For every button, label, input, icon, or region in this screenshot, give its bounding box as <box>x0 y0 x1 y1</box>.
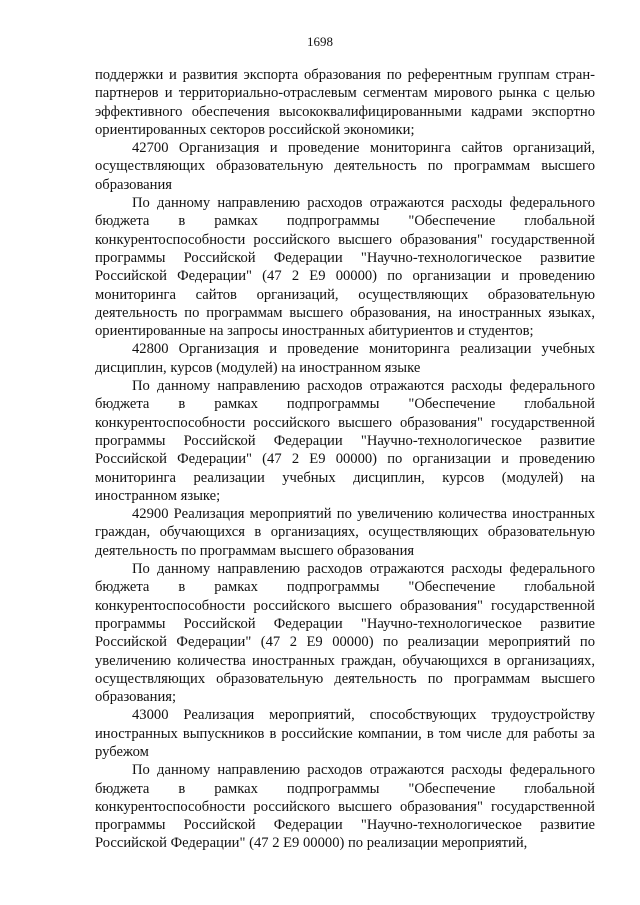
paragraph-d42900: По данному направлению расходов отражаются расходы федерального бюджета в рамках подпрограммы "Обеспечение глобальной конкурентоспособности российского высшего образования" государственной программы Российской Федерации "Научно-технологическое развитие Российской Федерации" (47 2 Е9 00000) по реализации мероприятий по увеличению количества иностранных граждан, обучающихся в организациях, осуществляющих образовательную деятельность по программам высшего образования; <box>95 561 595 706</box>
paragraph-cont: поддержки и развития экспорта образования по референтным группам стран-партнеров и территориально-отраслевым сегментам мирового рынка с целью эффективного обеспечения высококвалифицированными кадрами экспортно ориентированных секторов российской экономики; <box>95 67 595 138</box>
paragraph-h42700: 42700 Организация и проведение мониторинга сайтов организаций, осуществляющих образовательную деятельность по программам высшего образования <box>95 140 595 193</box>
paragraph-d43000: По данному направлению расходов отражаются расходы федерального бюджета в рамках подпрограммы "Обеспечение глобальной конкурентоспособности российского высшего образования" государственной программы Российской Федерации "Научно-технологическое развитие Российской Федерации" (47 2 Е9 00000) по реализации мероприятий, <box>95 762 595 852</box>
page-number: 1698 <box>307 34 333 49</box>
document-body <box>95 66 595 853</box>
paragraph-h42800: 42800 Организация и проведение мониторинга реализации учебных дисциплин, курсов (модулей) на иностранном языке <box>95 341 595 376</box>
paragraph-d42700: По данному направлению расходов отражаются расходы федерального бюджета в рамках подпрограммы "Обеспечение глобальной конкурентоспособности российского высшего образования" государственной программы Российской Федерации "Научно-технологическое развитие Российской Федерации" (47 2 Е9 00000) по организации и проведению мониторинга сайтов организаций, осуществляющих образовательную деятельность по программам высшего образования, на иностранных языках, ориентированные на запросы иностранных абитуриентов и студентов; <box>95 195 595 340</box>
paragraph-d42800: По данному направлению расходов отражаются расходы федерального бюджета в рамках подпрограммы "Обеспечение глобальной конкурентоспособности российского высшего образования" государственной программы Российской Федерации "Научно-технологическое развитие Российской Федерации" (47 2 Е9 00000) по организации и проведению мониторинга реализации учебных дисциплин, курсов (модулей) на иностранном языке; <box>95 378 595 504</box>
paragraph-h43000: 43000 Реализация мероприятий, способствующих трудоустройству иностранных выпускников в российские компании, в том числе для работы за рубежом <box>95 707 595 760</box>
paragraph-h42900: 42900 Реализация мероприятий по увеличению количества иностранных граждан, обучающихся в организациях, осуществляющих образовательную деятельность по программам высшего образования <box>95 506 595 559</box>
